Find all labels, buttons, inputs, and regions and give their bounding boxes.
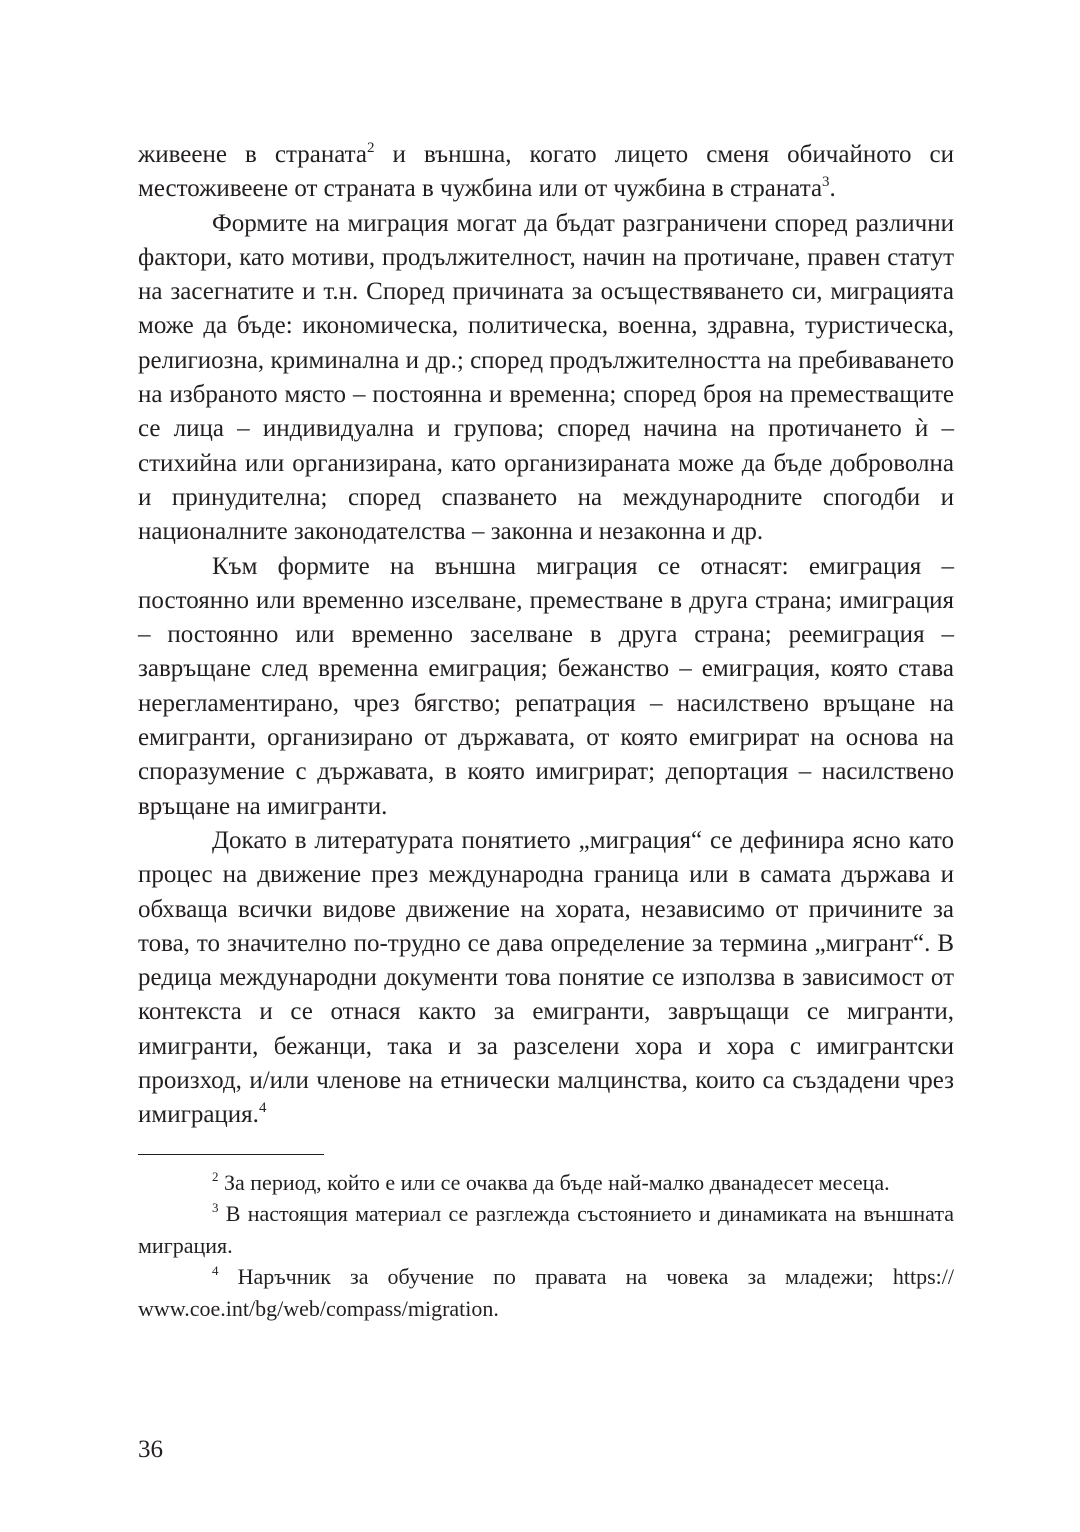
footnote-number: 2 [212,1168,219,1184]
footnote-number: 3 [212,1200,219,1216]
footnote-ref-2[interactable]: 2 [366,140,375,156]
footnote-separator [138,1154,324,1155]
footnote-number: 4 [212,1263,219,1279]
footnote-2: $^2$ За период, който е или се очаква да бъде най-малко дванадесет месеца. [212,1168,890,1195]
page-number: 36 [138,1436,163,1463]
footnote-ref-4[interactable]: 4 [258,1100,267,1117]
paragraph-2: Формите на миграция могат да бъдат разграничени според различни фактори, като мотиви, продължителност, начин на протичане, правен статут на засегнатите и т.н. Според причината за осъществяването си, миграцията може да бъде: икономическа, политическа, военна, здравна, туристическа, религиозна, криминална и др.; според продължителността на пребиваването на избраното място – постоянна и временна; според броя на преместващите се лица – индивидуална и групова; според начина на протичането ѝ – стихийна или организирана, като организираната може да бъде доброволна и принудителна; според спазването на международните спогодби и националните законодателства – законна и незаконна и др. [138,209,954,546]
footnote-4: $^4$ Наръчник за обучение по правата на човека за младежи; https://​www.coe.int/bg/web/compass/migration. [138,1263,954,1321]
paragraph-4: Докато в литературата понятието „миграция“ се дефинира ясно като процес на движение през международна граница или в самата държава и обхваща всички видове движение на хората, независимо от причините за това, то значително по-трудно се дава определение за термина „мигрант“. В редица международни документи това понятие се използва в зависимост от контекста и се отнася както за емигранти, завръщащи се мигранти, имигранти, бежанци, така и за разселени хора и хора с имигрантски произход, и/или членове на етнически малцинства, които са създадени чрез имиграция.$^4$ [138,826,954,1129]
page-content [138,138,954,1324]
paragraph-1: живеене в страната$^2$ и външна, когато лицето сменя обичайното си местоживеене от страната в чужбина или от чужбина в страната$^3$. [138,140,954,203]
main-text [138,138,954,1133]
paragraph-3: Към формите на външна миграция се отнасят: емиграция – постоянно или временно изселване, преместване в друга страна; имиграция – постоянно или временно заселване в друга страна; реемиграция – завръщане след временна емиграция; бежанство – емиграция, която става нерегламентирано, чрез бягство; репатрация – насилствено връщане на емигранти, организирано от държавата, от която емигрират на основа на споразумение с държавата, в която имигрират; депортация – насилствено връщане на имигранти. [138,552,954,820]
footnote-ref-3[interactable]: 3 [822,174,830,191]
footnotes [138,1167,954,1325]
footnote-3: $^3$ В настоящия материал се разглежда състоянието и динамиката на външната миграция. [138,1200,954,1258]
